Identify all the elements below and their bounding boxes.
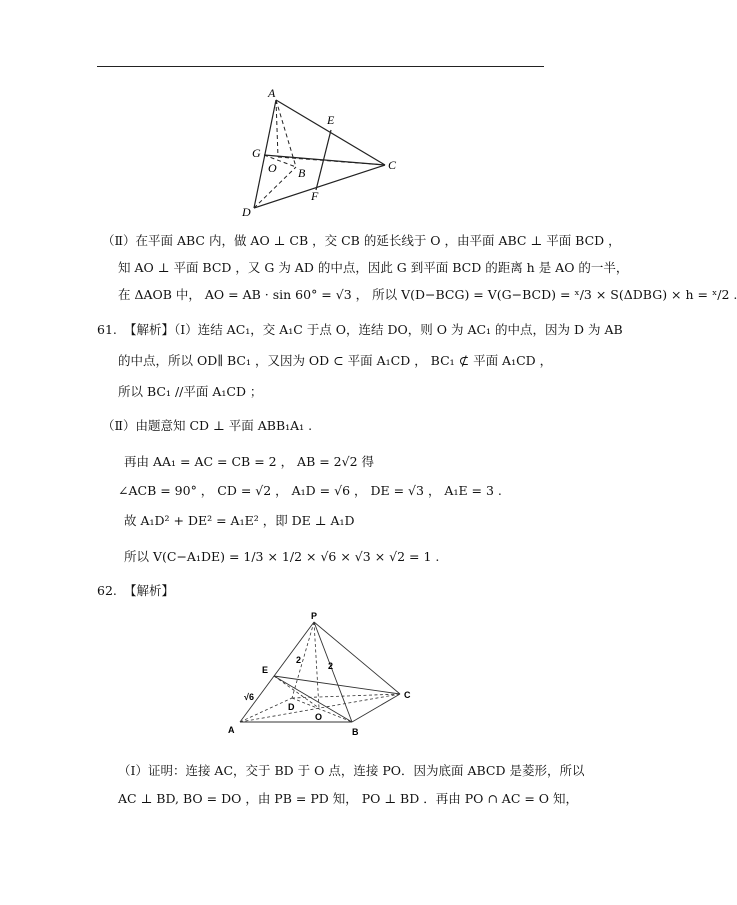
pyramid-figure xyxy=(222,612,422,742)
problem-61-line-5: 再由 AA₁ = AC = CB = 2 ， AB = 2√2 得 xyxy=(124,454,375,469)
label-O: O xyxy=(268,161,277,175)
label-A2: A xyxy=(228,725,235,735)
section-ii-line-3: 在 ΔAOB 中， AO = AB · sin 60° = √3 ， 所以 V(D−BCG) = V(G−BCD) = ˣ/3 × S(ΔDBG) × h = ˣ/2 . xyxy=(118,287,737,302)
header-rule xyxy=(97,66,544,67)
label-C2: C xyxy=(404,690,411,700)
label-D: D xyxy=(242,205,251,219)
label-P: P xyxy=(311,611,318,621)
problem-61-line-6: ∠ACB = 90° ， CD = √2 ， A₁D = √6 ， DE = √3 ， A₁E = 3 . xyxy=(118,483,502,498)
label-O2: O xyxy=(315,712,323,722)
problem-62-number: 62. xyxy=(97,583,117,598)
problem-61-line-3: 所以 BC₁ //平面 A₁CD ； xyxy=(118,384,263,399)
problem-62-line-1: （Ⅰ）证明：连接 AC，交于 BD 于 O 点，连接 PO．因为底面 ABCD 是菱形，所以 xyxy=(118,763,585,778)
section-ii-line-2: 知 AO ⊥ 平面 BCD ，又 G 为 AD 的中点，因此 G 到平面 BCD 的距离 h 是 AO 的一半， xyxy=(118,260,629,275)
label-B2: B xyxy=(352,727,359,737)
label-E: E xyxy=(327,113,335,127)
label-A: A xyxy=(268,86,276,100)
label-C: C xyxy=(388,158,397,172)
problem-61-number: 61. xyxy=(97,322,117,337)
label-edge-2a: 2 xyxy=(296,655,302,665)
section-ii-line-1: （Ⅱ）在平面 ABC 内，做 AO ⊥ CB ，交 CB 的延长线于 O ，由平面 ABC ⊥ 平面 BCD ， xyxy=(102,233,621,248)
problem-62-heading: 【解析】 xyxy=(124,583,175,598)
label-edge-2b: 2 xyxy=(328,661,334,671)
label-G: G xyxy=(252,146,261,160)
label-sqrt6: √6 xyxy=(244,692,254,702)
tetrahedron-figure xyxy=(230,85,410,220)
problem-61-line-1: 【解析】（Ⅰ）连结 AC₁，交 A₁C 于点 O，连结 DO，则 O 为 AC₁ 的中点，因为 D 为 AB xyxy=(124,322,623,337)
problem-61-line-8: 所以 V(C−A₁DE) = 1/3 × 1/2 × √6 × √3 × √2 = 1 . xyxy=(124,549,440,564)
label-D2: D xyxy=(288,702,295,712)
label-B: B xyxy=(298,166,306,180)
label-E2: E xyxy=(262,665,269,675)
problem-61-line-7: 故 A₁D² + DE² = A₁E² ，即 DE ⊥ A₁D xyxy=(124,513,355,528)
problem-61-line-2: 的中点，所以 OD∥ BC₁ ，又因为 OD ⊂ 平面 A₁CD ， BC₁ ⊄ 平面 A₁CD ， xyxy=(118,353,553,368)
problem-61-line-4: （Ⅱ）由题意知 CD ⊥ 平面 ABB₁A₁ . xyxy=(102,418,313,433)
label-F: F xyxy=(311,189,319,203)
problem-62-line-2: AC ⊥ BD, BO = DO ，由 PB = PD 知， PO ⊥ BD ．再由 PO ∩ AC = O 知， xyxy=(118,791,579,806)
